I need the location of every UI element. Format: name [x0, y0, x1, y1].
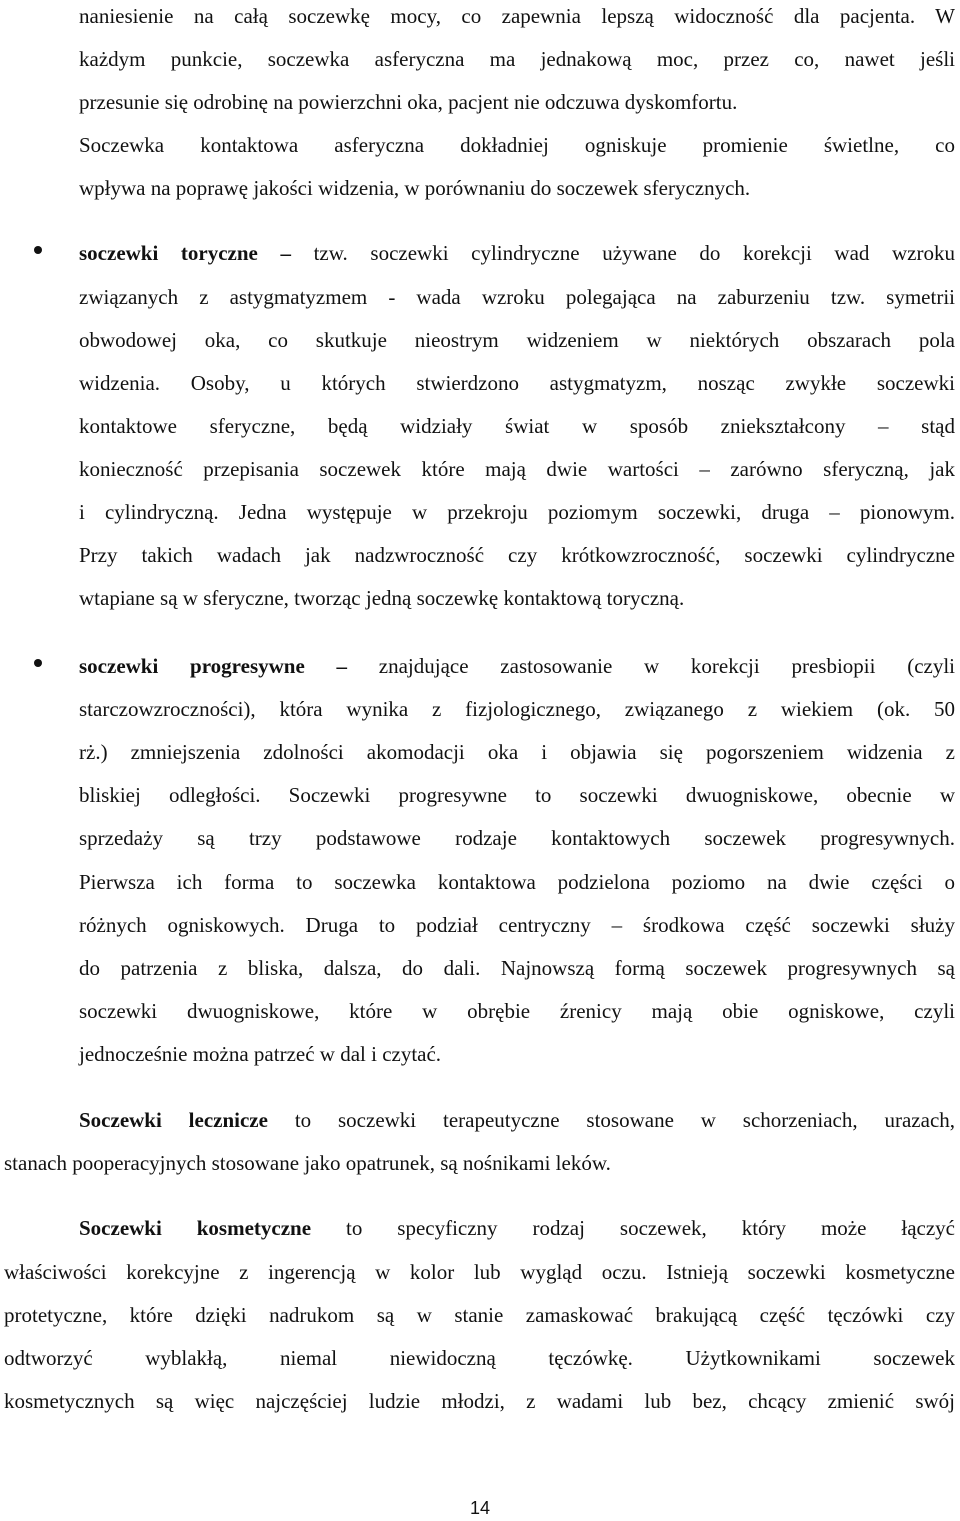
progressive-line-3: rż.) zmniejszenia zdolności akomodacji oka i objawia się pogorszeniem widzenia z	[79, 740, 955, 764]
progressive-line-5: sprzedaży są trzy podstawowe rodzaje kontaktowych soczewek progresywnych.	[79, 826, 955, 850]
progressive-line-2: starczowzroczności), która wynika z fizjologicznego, związanego z wiekiem (ok. 50	[79, 697, 955, 721]
aspheric-line-2: każdym punkcie, soczewka asferyczna ma jednakową moc, przez co, nawet jeśli	[79, 47, 955, 71]
cosmetic-line-1	[79, 1216, 955, 1240]
progressive-term: soczewki progresywne	[79, 654, 305, 678]
bullet-toric	[34, 246, 42, 254]
toric-line-3: obwodowej oka, co skutkuje nieostrym widzeniem w niektórych obszarach pola	[79, 328, 955, 352]
toric-line-6: konieczność przepisania soczewek które mają dwie wartości – zarówno sferyczną, jak	[79, 457, 955, 481]
toric-line-2: związanych z astygmatyzmem - wada wzroku polegająca na zaburzeniu tzw. symetrii	[79, 285, 955, 309]
toric-line-1-rest: tzw. soczewki cylindryczne używane do korekcji wad wzroku	[313, 241, 956, 265]
therapeutic-line-2: stanach pooperacyjnych stosowane jako opatrunek, są nośnikami leków.	[4, 1151, 611, 1175]
progressive-dash: –	[336, 654, 348, 678]
toric-line-5: kontaktowe sferyczne, będą widziały świat w sposób zniekształcony – stąd	[79, 414, 955, 438]
toric-line-4: widzenia. Osoby, u których stwierdzono astygmatyzm, nosząc zwykłe soczewki	[79, 371, 955, 395]
cosmetic-line-1-rest: to specyficzny rodzaj soczewek, który może łączyć	[346, 1216, 955, 1240]
therapeutic-term: Soczewki lecznicze	[79, 1108, 268, 1132]
toric-dash: –	[280, 241, 291, 265]
page-number: 14	[469, 1498, 491, 1518]
progressive-line-6: Pierwsza ich forma to soczewka kontaktowa podzielona poziomo na dwie części o	[79, 870, 955, 894]
progressive-line-7: różnych ogniskowych. Druga to podział centryczny – środkowa część soczewki służy	[79, 913, 955, 937]
toric-line-1	[79, 241, 955, 265]
toric-line-8: Przy takich wadach jak nadzwroczność czy krótkowzroczność, soczewki cylindryczne	[79, 543, 955, 567]
toric-term: soczewki toryczne	[79, 241, 258, 265]
aspheric-line-4: Soczewka kontaktowa asferyczna dokładniej ogniskuje promienie świetlne, co	[79, 133, 955, 157]
cosmetic-line-4: odtworzyć wyblakłą, niemal niewidoczną tęczówkę. Użytkownikami soczewek	[4, 1346, 955, 1370]
cosmetic-term: Soczewki kosmetyczne	[79, 1216, 312, 1240]
therapeutic-line-1-rest: to soczewki terapeutyczne stosowane w schorzeniach, urazach,	[294, 1108, 956, 1132]
therapeutic-line-1	[79, 1108, 955, 1132]
progressive-line-10: jednocześnie można patrzeć w dal i czytać.	[79, 1042, 442, 1066]
aspheric-line-5: wpływa na poprawę jakości widzenia, w porównaniu do soczewek sferycznych.	[79, 176, 751, 200]
bullet-progressive	[34, 659, 42, 667]
progressive-line-8: do patrzenia z bliska, dalsza, do dali. Najnowszą formą soczewek progresywnych są	[79, 956, 955, 980]
cosmetic-line-2: właściwości korekcyjne z ingerencją w kolor lub wygląd oczu. Istnieją soczewki kosmetyczne	[4, 1260, 955, 1284]
aspheric-line-3: przesunie się odrobinę na powierzchni oka, pacjent nie odczuwa dyskomfortu.	[79, 90, 738, 114]
progressive-line-1-rest: znajdujące zastosowanie w korekcji presbiopii (czyli	[378, 654, 955, 678]
progressive-line-4: bliskiej odległości. Soczewki progresywne to soczewki dwuogniskowe, obecnie w	[79, 783, 955, 807]
progressive-line-1	[79, 654, 955, 678]
toric-line-9: wtapiane są w sferyczne, tworząc jedną soczewkę kontaktową toryczną.	[79, 586, 685, 610]
progressive-line-9: soczewki dwuogniskowe, które w obrębie źrenicy mają obie ogniskowe, czyli	[79, 999, 955, 1023]
cosmetic-line-3: protetyczne, które dzięki nadrukom są w stanie zamaskować brakującą część tęczówki czy	[4, 1303, 955, 1327]
toric-line-7: i cylindryczną. Jedna występuje w przekroju poziomym soczewki, druga – pionowym.	[79, 500, 955, 524]
cosmetic-line-5: kosmetycznych są więc najczęściej ludzie młodzi, z wadami lub bez, chcący zmienić swój	[4, 1389, 955, 1413]
aspheric-line-1: naniesienie na całą soczewkę mocy, co zapewnia lepszą widoczność dla pacjenta. W	[79, 4, 955, 28]
